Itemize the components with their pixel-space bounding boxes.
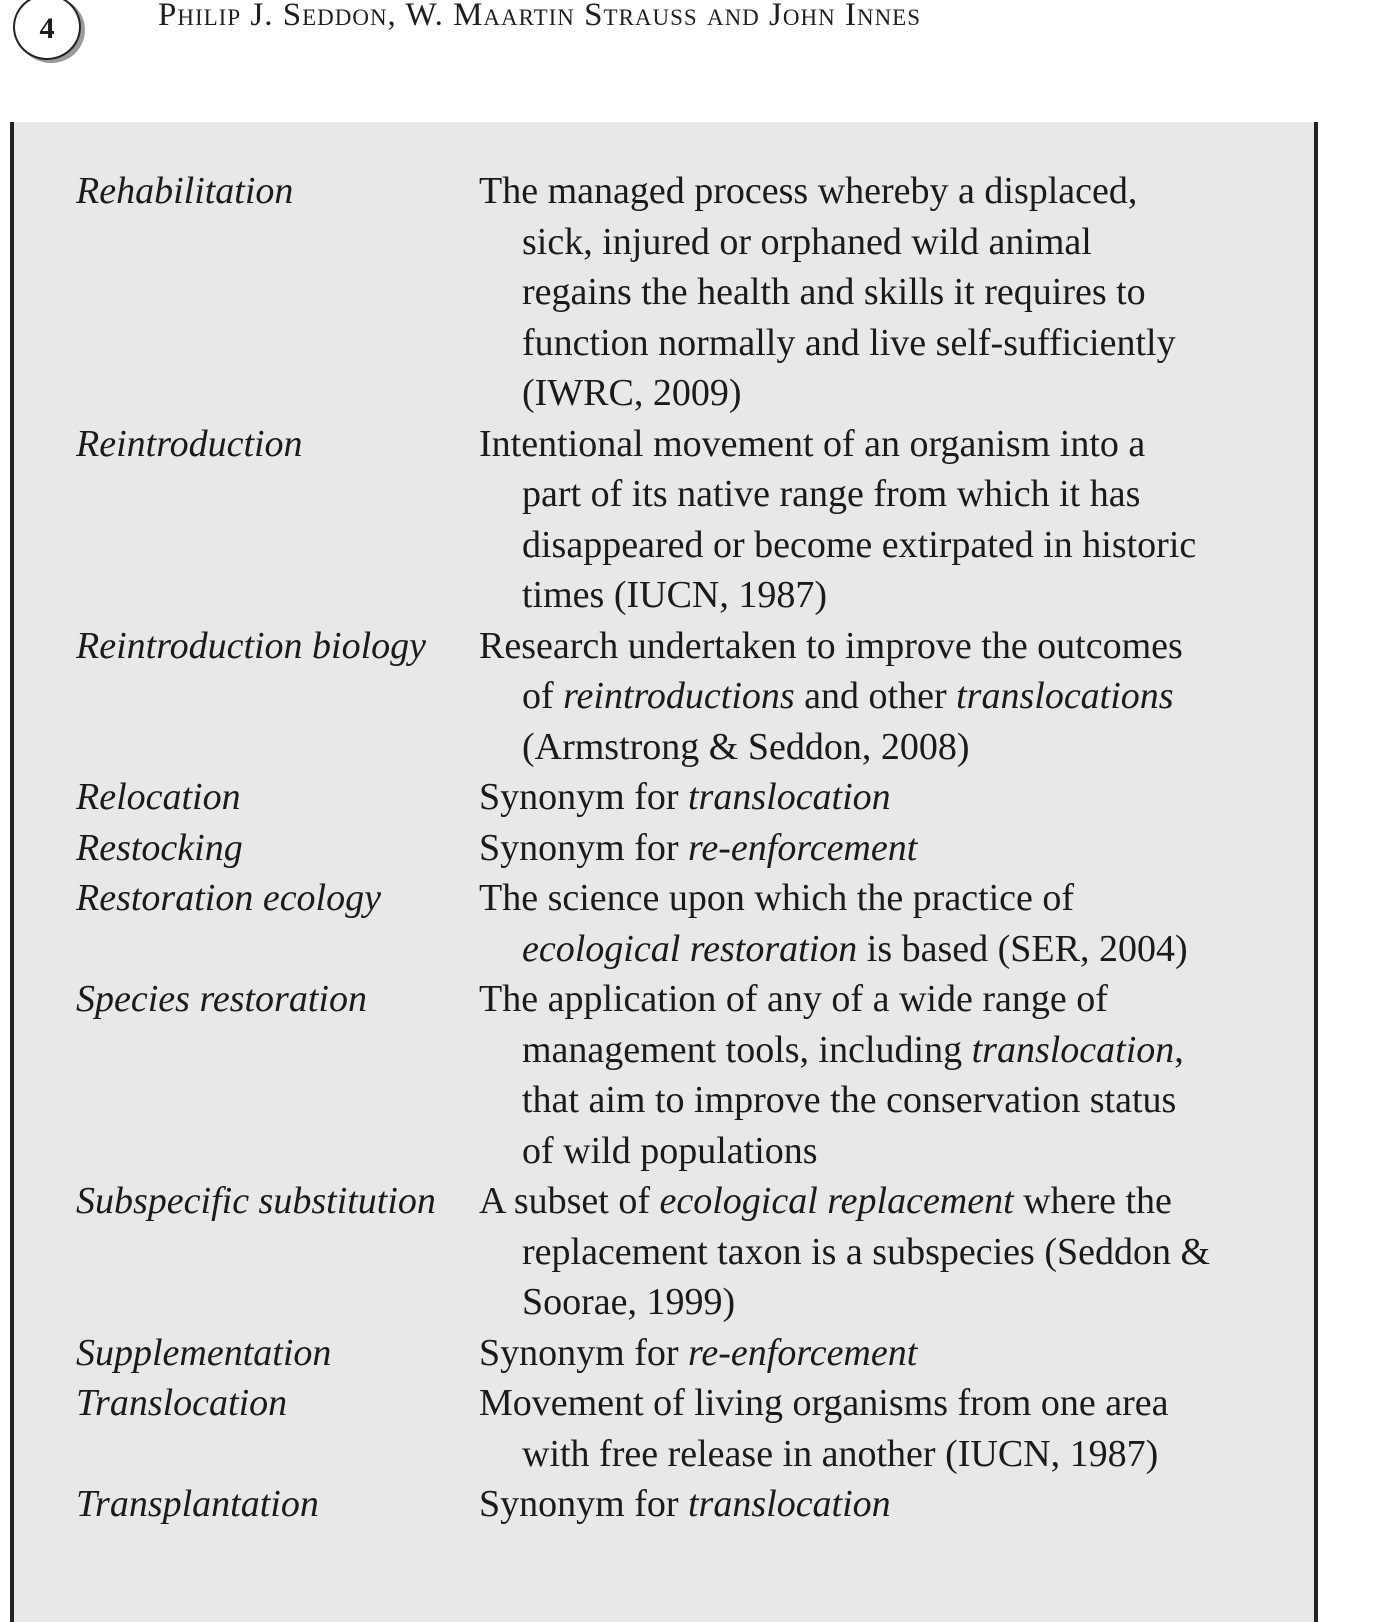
italic-term-reference: translocations (956, 675, 1174, 717)
definition-text: of wild populations (522, 1129, 818, 1172)
definition-line (479, 1479, 1316, 1530)
glossary-definition (479, 1328, 1316, 1379)
definition-line (479, 823, 1316, 874)
definition-text: where the (1013, 1180, 1172, 1222)
glossary-term: Reintroduction biology (76, 624, 427, 667)
italic-term-reference: re-enforcement (688, 1331, 918, 1374)
glossary-term: Rehabilitation (76, 170, 294, 212)
italic-term-reference: reintroductions (563, 675, 795, 717)
glossary-table (76, 166, 1316, 1530)
running-header-authors: Philip J. Seddon, W. Maartin Strauss and John Innes (158, 0, 922, 33)
definition-text: Movement of living organisms from one area (479, 1382, 1169, 1424)
definition-line (479, 217, 1316, 268)
definition-text: of (522, 675, 564, 717)
glossary-term: Species restoration (76, 978, 367, 1020)
glossary-entry (76, 1328, 1316, 1379)
glossary-definition (479, 1479, 1316, 1530)
definition-text: The science upon which the practice of (479, 877, 1075, 919)
definition-line (479, 974, 1316, 1025)
glossary-entry (76, 166, 1316, 419)
glossary-entry (76, 419, 1316, 621)
italic-term-reference: translocation (688, 776, 891, 818)
definition-line (479, 1429, 1316, 1480)
definition-line (479, 924, 1316, 975)
definition-line (479, 368, 1316, 419)
definition-text: Synonym for (479, 776, 688, 818)
glossary-entry (76, 1479, 1316, 1530)
glossary-definition (479, 621, 1316, 773)
definition-text: The managed process whereby a displaced, (479, 170, 1138, 212)
glossary-entry (76, 873, 1316, 974)
italic-term-reference: translocation (971, 1028, 1175, 1071)
glossary-term: Translocation (76, 1382, 288, 1424)
definition-text: Synonym for (479, 1483, 688, 1525)
glossary-term: Restocking (76, 826, 243, 869)
definition-line (479, 671, 1316, 722)
definition-line (479, 772, 1316, 823)
definition-line (479, 166, 1316, 217)
italic-term-reference: re-enforcement (688, 826, 918, 869)
glossary-definition (479, 823, 1316, 874)
glossary-definition (479, 1378, 1316, 1479)
definition-text: (Armstrong & Seddon, 2008) (522, 725, 970, 768)
definition-text: A subset of (479, 1180, 660, 1222)
glossary-term: Transplantation (76, 1483, 319, 1525)
definition-text: regains the health and skills it requires to (522, 271, 1146, 313)
definition-line (479, 570, 1316, 621)
definition-text: replacement taxon is a subspecies (Seddon & (522, 1230, 1211, 1273)
definition-text: times (IUCN, 1987) (522, 574, 828, 616)
glossary-term: Restoration ecology (76, 877, 381, 919)
glossary-entry (76, 974, 1316, 1176)
definition-text: Intentional movement of an organism into a (479, 422, 1146, 465)
definition-text: Synonym for (479, 1331, 688, 1374)
glossary-definition (479, 772, 1316, 823)
definition-text: is based (SER, 2004) (857, 927, 1188, 970)
definition-line (479, 469, 1316, 520)
glossary-entry (76, 823, 1316, 874)
definition-line (479, 520, 1316, 571)
glossary-definition (479, 873, 1316, 974)
definition-text: sick, injured or orphaned wild animal (522, 220, 1092, 263)
glossary-definition (479, 1176, 1316, 1328)
definition-line (479, 1075, 1316, 1126)
glossary-term: Reintroduction (76, 422, 303, 465)
glossary-term: Relocation (76, 776, 241, 818)
definition-text: with free release in another (IUCN, 1987) (522, 1432, 1159, 1475)
glossary-term: Subspecific substitution (76, 1180, 436, 1222)
definition-line (479, 1328, 1316, 1379)
definition-line (479, 1277, 1316, 1328)
glossary-definition (479, 974, 1316, 1176)
definition-text: The application of any of a wide range of (479, 978, 1108, 1020)
glossary-box (10, 122, 1318, 1622)
definition-line (479, 1025, 1316, 1076)
definition-line (479, 1126, 1316, 1177)
definition-text: Research undertaken to improve the outcomes (479, 624, 1183, 667)
definition-line (479, 419, 1316, 470)
glossary-entry (76, 1378, 1316, 1479)
glossary-entry (76, 1176, 1316, 1328)
italic-term-reference: translocation (688, 1483, 891, 1525)
definition-text: that aim to improve the conservation status (522, 1079, 1177, 1121)
definition-text: and other (794, 675, 957, 717)
definition-line (479, 1378, 1316, 1429)
italic-term-reference: ecological replacement (659, 1180, 1014, 1222)
glossary-entry (76, 621, 1316, 773)
glossary-entry (76, 772, 1316, 823)
definition-text: Soorae, 1999) (522, 1281, 736, 1323)
page-number: 4 (39, 12, 55, 45)
definition-line (479, 318, 1316, 369)
definition-line (479, 873, 1316, 924)
definition-text: , (1174, 1028, 1184, 1071)
definition-text: part of its native range from which it has (522, 473, 1141, 515)
glossary-term: Supplementation (76, 1331, 332, 1374)
definition-line (479, 1176, 1316, 1227)
definition-text: (IWRC, 2009) (522, 372, 742, 414)
page-number-badge (13, 0, 81, 60)
definition-line (479, 621, 1316, 672)
definition-text: management tools, including (522, 1028, 972, 1071)
definition-line (479, 722, 1316, 773)
definition-line (479, 1227, 1316, 1278)
definition-text: function normally and live self-sufficiently (522, 321, 1176, 364)
definition-text: Synonym for (479, 826, 688, 869)
glossary-definition (479, 166, 1316, 419)
definition-text: disappeared or become extirpated in historic (522, 523, 1197, 566)
italic-term-reference: ecological restoration (522, 927, 858, 970)
definition-line (479, 267, 1316, 318)
glossary-definition (479, 419, 1316, 621)
